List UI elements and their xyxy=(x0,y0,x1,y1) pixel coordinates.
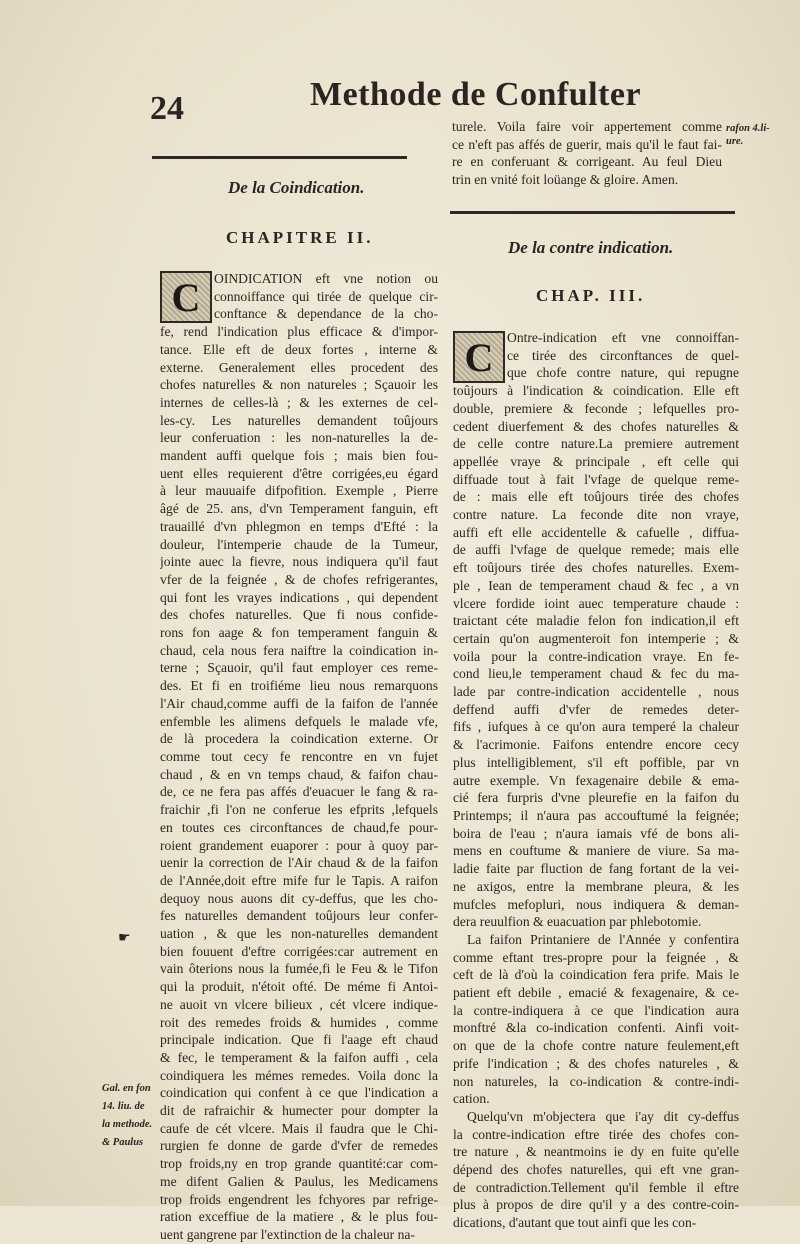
right-chapter-heading: CHAP. III. xyxy=(536,286,646,305)
text-line: des chofes naturelles. Que fi nous confide- xyxy=(160,607,438,623)
text-line: turele. Voila faire voir appertement comme xyxy=(452,119,722,134)
text-line: trin en vnité foit loüange & gloire. Amen. xyxy=(452,172,679,188)
text-line: & fec, le temperament & la faifon auffi , cela xyxy=(160,1049,438,1065)
text-line: de, ce ne fera pas affés d'euacuer le fang & ra- xyxy=(160,784,438,800)
text-line: auffi eft elle accidentelle & cafuelle , diffua- xyxy=(453,524,739,540)
text-line: qui la produit, n'étoit ofté. De méme fi Antoi- xyxy=(160,979,438,995)
right-body-text xyxy=(453,329,739,1232)
text-line: monftré &la co-indication confenti. Ainfi voit- xyxy=(453,1020,739,1036)
left-margin-notes xyxy=(102,1082,152,1149)
text-line: trop froids engendrent les fchyores par refrige- xyxy=(160,1191,438,1207)
text-line: & l'acrimonie. Faifons entendre encore cecy xyxy=(453,737,739,753)
text-line: en toutes ces circonftances de chaud,fe pour- xyxy=(160,819,438,835)
text-line: ce n'eft pas affés de guerir, mais qu'il le faut fai- xyxy=(452,136,722,152)
text-line: la contre-indiquera à ce que l'indication aura xyxy=(453,1002,739,1018)
text-line: rons fon aage & fon temperament fanguin & xyxy=(160,625,438,641)
text-line: Printemps; il n'aura pas accouftumé la feignée; xyxy=(453,807,739,823)
text-line: tance. Elle eft de deux fortes , interne & xyxy=(160,341,438,357)
text-line: tre nature , & neantmoins ie dy en fuite qu'elle xyxy=(453,1144,739,1160)
right-top-text xyxy=(452,118,722,189)
text-line: non natureles, la co-indication & contre-indi- xyxy=(453,1073,739,1089)
text-line: fifs , iufques à ce qu'on aura temperé la chaleur xyxy=(453,719,739,735)
text-line: de contradiction.Tellement qu'il femble il eftre xyxy=(453,1179,739,1195)
text-line: on que de la chofe contre nature feulement,eft xyxy=(453,1038,739,1054)
text-line: leur conferuation : les non-naturelles la de- xyxy=(160,430,438,446)
text-line: que chofe contre nature, qui repugne xyxy=(507,365,739,381)
text-line: conftance & dependance de la cho- xyxy=(214,306,438,322)
right-dropcap: C xyxy=(453,331,505,383)
text-line: deffend auffi d'vfer de remedes deter- xyxy=(453,701,739,717)
text-line: des. Et fi en troifiéme lieu nous remarquons xyxy=(160,678,438,694)
page-number: 24 xyxy=(150,90,184,127)
text-line: voila pour la contre-indication vraye. En fe- xyxy=(453,648,739,664)
margin-note-line: la methode. xyxy=(102,1119,153,1130)
text-line: appellée vraye & principale , eft celle qui xyxy=(453,453,739,469)
text-line: dequoy nous auons dit cy-deffus, que les cho- xyxy=(160,890,438,906)
text-line: mandent auffi quelque fois ; mais bien fou- xyxy=(160,448,438,464)
text-line: connoiffance qui tirée de quelque cir- xyxy=(214,288,438,304)
text-line: chaud , & en vn temps chaud, & faifon chau- xyxy=(160,766,438,782)
text-line: plus intelligiblement, s'il eft poffible, par vn xyxy=(453,754,739,770)
text-line: ne auoit vn vlcere bilieux , cét vlcere indique- xyxy=(160,996,438,1012)
text-line: plus à propos de dire qu'il y a des contre-coin- xyxy=(453,1197,739,1213)
text-line: l'Air chaud,comme auffi de la faifon de l'année xyxy=(160,695,438,711)
text-line: vfer de la feignée , & de chofes refrigerantes, xyxy=(160,571,438,587)
text-line: vlcere fordide ioint auec temperature chaude : xyxy=(453,595,739,611)
text-line: lade par contre-indication accidentelle , nous xyxy=(453,684,739,700)
text-line: traictant céte maladie felon fon indication,il eft xyxy=(453,613,739,629)
text-line: uation , & que les non-naturelles demandent xyxy=(160,926,438,942)
text-line: trop froids,ny en trop grande quantité:car com- xyxy=(160,1156,438,1172)
text-line: cation. xyxy=(453,1091,490,1107)
text-line: Quelqu'vn m'objectera que i'ay dit cy-deffus xyxy=(467,1108,739,1124)
text-line: rurgien fe donne de garde d'vfer de remedes xyxy=(160,1138,438,1154)
text-line: uenir la correction de l'Air chaud & de la faifon xyxy=(160,855,438,871)
text-line: dit de rafraichir & humecter pour dompter la xyxy=(160,1103,438,1119)
text-line: de : mais elle eft toûjours tirée des chofes xyxy=(453,489,739,505)
text-line: comme tout cecy fe rencontre en vn fujet xyxy=(160,748,438,764)
text-line: caufe de cét vlcere. Mais il faudra que le Chi- xyxy=(160,1120,438,1136)
text-line: coindication qui confent à ce que l'indication a xyxy=(160,1085,438,1101)
text-line: ceft de là d'où la coindication fera prife. Mais le xyxy=(453,967,739,983)
margin-note-line: 14. liu. de xyxy=(102,1101,145,1112)
text-line: la contre-indication eftre tirée des chofes con- xyxy=(453,1126,739,1142)
manicule-icon: ☛ xyxy=(118,931,131,946)
text-line: prife l'indication ; & des chofes natureles , & xyxy=(453,1055,739,1071)
text-line: de auffi l'vfage de quelque remede; mais elle xyxy=(453,542,739,558)
text-line: internes de celles-là ; & les externes de cel- xyxy=(160,394,438,410)
text-line: dépend des chofes naturelles, qui eft vne gran- xyxy=(453,1162,739,1178)
text-line: enfemble les alimens defquels le malade vfe, xyxy=(160,713,438,729)
text-line: OINDICATION eft vne notion ou xyxy=(214,271,438,286)
text-line: cié fera furpris d'vne pleurefie en la faifon du xyxy=(453,790,739,806)
text-line: qui font les vrayes indications , qui dependent xyxy=(160,589,438,605)
running-title: Methode de Confulter xyxy=(310,76,642,113)
text-line: Ontre-indication eft vne connoiffan- xyxy=(507,330,739,345)
text-line: autre exemple. Vn fexagenaire debile & ema- xyxy=(453,772,739,788)
text-line: les-cy. Les naturelles demandent toûjours xyxy=(160,412,438,428)
left-body-text xyxy=(160,270,438,1244)
right-section-rule xyxy=(450,211,735,214)
margin-note-line: ure. xyxy=(726,136,744,147)
text-line: contre nature. La feconde dite non vraye, xyxy=(453,507,739,523)
text-line: boira de l'eau ; n'aura iamais vfé de bons ali- xyxy=(453,825,739,841)
text-line: externe. Generalement elles procedent des xyxy=(160,359,438,375)
text-line: ple , Iean de temperament chaud & fec , a vn xyxy=(453,577,739,593)
text-line: ration exceffiue de la matiere , & le plus fou- xyxy=(160,1209,438,1225)
text-line: de là procedera la coindication externe. Or xyxy=(160,731,438,747)
text-line: de l'Année,doit eftre mife fur le Tapis. A raifon xyxy=(160,872,438,888)
margin-note-line: Gal. en fon xyxy=(102,1083,151,1094)
left-dropcap: C xyxy=(160,271,212,323)
text-line: diffuade tout à fait l'vfage de quelque reme- xyxy=(453,471,739,487)
text-line: fes naturelles demandent toûjours leur confer- xyxy=(160,908,438,924)
text-line: mens en couftume & maniere de viure. Sa ma- xyxy=(453,843,739,859)
text-line: roit des remedes froids & humides , comme xyxy=(160,1014,438,1030)
text-line: principale indication. Que fi l'aage eft chaud xyxy=(160,1032,438,1048)
text-line: terne ; Sçauoir, qu'il faut employer ces reme- xyxy=(160,660,438,676)
text-line: roient grandement euaporer : pour à quoy par- xyxy=(160,837,438,853)
text-line: de celle contre nature.La premiere autrement xyxy=(453,436,739,452)
margin-note-line: rafon 4.li- xyxy=(726,123,770,134)
text-line: fe, rend l'indication plus efficace & d'impor- xyxy=(160,324,438,340)
text-line: mufcles mefopluri, nous indiquera & deman- xyxy=(453,896,739,912)
text-line: comme eftant tres-propre pour la feignée , & xyxy=(453,949,739,965)
text-line: eft toûjours tirée des chofes naturelles. Exem- xyxy=(453,560,739,576)
text-line: me difent Galien & Paulus, les Medicamens xyxy=(160,1173,438,1189)
text-line: re en conferuant & corrigeant. Au feul Dieu xyxy=(452,154,722,170)
left-chapter-heading: CHAPITRE II. xyxy=(226,228,374,247)
text-line: cedent diuerfement & des chofes naturelles & xyxy=(453,418,739,434)
text-line: trauaillé d'vn phlegmon en temps d'Efté : la xyxy=(160,518,438,534)
text-line: uent gangrene par l'extinction de la chaleur na- xyxy=(160,1226,415,1242)
text-line: jointe auec la fievre, nous indiquera qu'il faut xyxy=(160,554,438,570)
text-line: toûjours à l'indication & coindication. Elle eft xyxy=(453,383,739,399)
text-line: douleur, l'intemperie chaude de la Tumeur, xyxy=(160,536,438,552)
text-line: patient eft debile , emacié & fexagenaire, & ce- xyxy=(453,985,739,1001)
text-line: certain qu'on augmenteroit fon intemperie ; & xyxy=(453,630,739,646)
text-line: âgé de 25. ans, d'vn Temperament fanguin, eft xyxy=(160,501,438,517)
text-line: chofes naturelles & non natureles ; Sçauoir les xyxy=(160,377,438,393)
text-line: ladie faite par fluction de fang fortant de la vei- xyxy=(453,861,739,877)
text-line: cond lieu,le temperament chaud & fec du ma- xyxy=(453,666,739,682)
right-top-margin-note xyxy=(726,122,770,148)
left-header-rule xyxy=(152,156,407,159)
text-line: dera reuulfion & euacuation par phlebotomie. xyxy=(453,914,702,930)
text-line: La faifon Printaniere de l'Année y confentira xyxy=(467,931,739,947)
left-section-title: De la Coindication. xyxy=(228,178,365,197)
right-section-title: De la contre indication. xyxy=(508,238,674,257)
text-line: ce tirée des circonftances de quel- xyxy=(507,347,739,363)
text-line: dications, d'autant que tout ainfi que les con- xyxy=(453,1215,697,1231)
text-line: fraichir ,fi l'on ne conferue les efprits ,lefquels xyxy=(160,802,438,818)
text-line: ne axigos, entre la membrane pleura, & les xyxy=(453,878,739,894)
text-line: à leur mauuaife difpofition. Exemple , Pierre xyxy=(160,483,438,499)
text-line: bien fouuent d'eftre corrigées:car autrement en xyxy=(160,943,438,959)
text-line: vain ôterions nous la fumée,fi le Feu & le Tifon xyxy=(160,961,438,977)
text-line: double, premiere & feconde ; lefquelles pro- xyxy=(453,400,739,416)
margin-note-line: & Paulus xyxy=(102,1137,144,1148)
text-line: chaud, cela nous fera naiftre la coindication in- xyxy=(160,642,438,658)
text-line: coindiquera les mémes remedes. Voila donc la xyxy=(160,1067,438,1083)
text-line: uent elles requierent d'être corrigées,eu égard xyxy=(160,465,438,481)
